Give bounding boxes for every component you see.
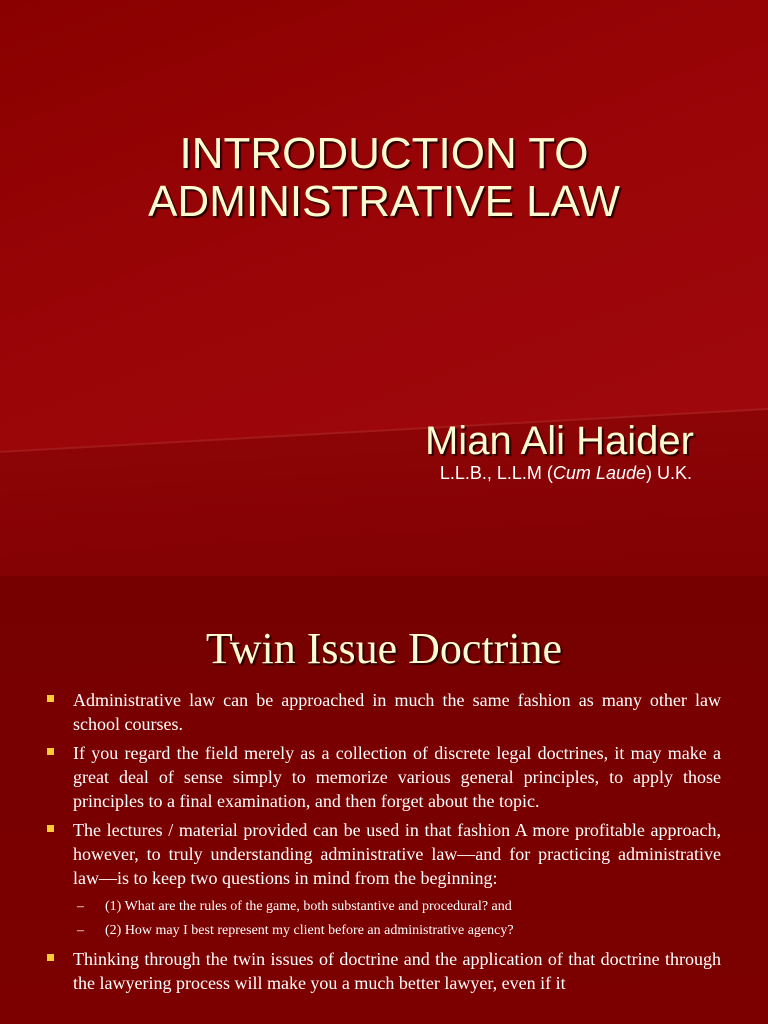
- author-credentials: [440, 461, 692, 485]
- square-bullet-icon: [47, 954, 54, 961]
- square-bullet-icon: [47, 748, 54, 755]
- credentials-suffix: ) U.K.: [645, 463, 692, 483]
- list-item-text: Administrative law can be approached in much the same fashion as many other law school courses.: [73, 690, 721, 734]
- list-item: [45, 818, 721, 890]
- credentials-prefix: L.L.B., L.L.M (: [439, 463, 553, 483]
- list-item-text: Thinking through the twin issues of doctrine and the application of that doctrine through the lawyering process will make you a much better lawyer, even if it: [73, 949, 721, 993]
- dash-bullet-icon: –: [77, 923, 84, 938]
- bullet-list: [45, 688, 721, 1000]
- list-item-text: If you regard the field merely as a collection of discrete legal doctrines, it may make a great deal of sense simply to memorize various general principles, to apply those principles to a final examination, and then forget about the topic.: [73, 743, 721, 811]
- sub-bullet-list: [45, 895, 721, 943]
- list-item: [45, 947, 721, 995]
- sub-list-item: [45, 895, 721, 919]
- sub-list-item-text: (2) How may I best represent my client before an administrative agency?: [105, 923, 514, 938]
- content-slide: [0, 576, 768, 1024]
- sub-list-item: [45, 919, 721, 943]
- slide-heading: Twin Issue Doctrine: [205, 624, 563, 673]
- slide-title-line-2: ADMINISTRATIVE LAW: [148, 177, 620, 226]
- slide-title: [0, 130, 768, 226]
- list-item-text: The lectures / material provided can be used in that fashion A more profitable approach, however, to truly understanding administrative law—and for practicing administrative law—is to keep two questions in mind from the beginning:: [73, 820, 721, 888]
- square-bullet-icon: [47, 695, 54, 702]
- slide-title-line-1: INTRODUCTION TO: [179, 129, 589, 178]
- list-item: [45, 741, 721, 813]
- sub-list-item-text: (1) What are the rules of the game, both substantive and procedural? and: [105, 899, 512, 914]
- dash-bullet-icon: –: [77, 899, 84, 914]
- list-item: [45, 688, 721, 736]
- credentials-italic: Cum Laude: [552, 463, 646, 483]
- author-name: Mian Ali Haider: [424, 419, 694, 463]
- square-bullet-icon: [47, 825, 54, 832]
